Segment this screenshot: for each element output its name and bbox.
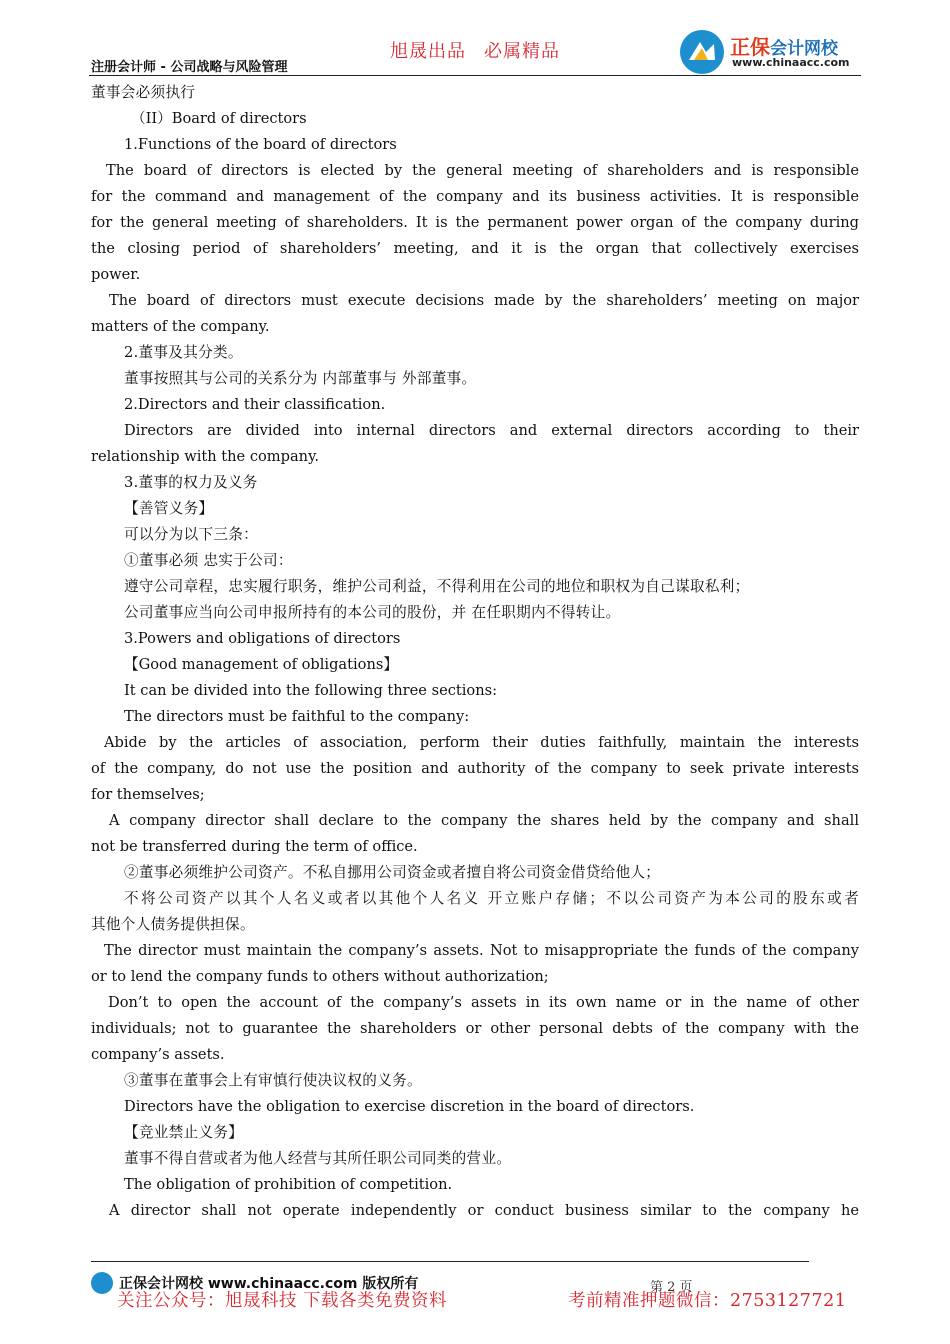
body-line: or to lend the company funds to others without authorization;: [91, 968, 549, 985]
logo-url: www.chinaacc.com: [732, 56, 850, 69]
body-line: relationship with the company.: [91, 448, 320, 465]
logo-name-prefix: 正保: [730, 35, 770, 59]
header-divider: [89, 75, 861, 76]
body-line: The director must maintain the company’s assets. Not to misappropriate the funds of the company: [104, 942, 859, 959]
footer-logo-icon: [91, 1272, 113, 1294]
page-number: 第 2 页: [650, 1280, 693, 1295]
body-line: Don’t to open the account of the company’s assets in its own name or in the name of other: [108, 994, 859, 1011]
body-line: 董事不得自营或者为他人经营与其所任职公司同类的营业。: [124, 1150, 512, 1167]
body-line: 董事按照其与公司的关系分为 内部董事与 外部董事。: [124, 370, 477, 387]
body-line: for themselves;: [91, 786, 205, 803]
body-line: 其他个人债务提供担保。: [91, 916, 255, 933]
body-line: 遵守公司章程，忠实履行职务，维护公司利益，不得利用在公司的地位和职权为自己谋取私利；: [124, 578, 750, 595]
document-body: [91, 80, 859, 1224]
body-line: 【Good management of obligations】: [124, 656, 398, 673]
body-line: for the command and management of the company and its business activities. It is responsible: [91, 188, 859, 205]
body-line: Directors have the obligation to exercise discretion in the board of directors.: [124, 1098, 695, 1115]
body-line: 3.Powers and obligations of directors: [124, 630, 401, 647]
body-line: 不将公司资产以其个人名义或者以其他个人名义 开立账户存储；不以公司资产为本公司的股东或者: [124, 890, 859, 907]
body-line: matters of the company.: [91, 318, 270, 335]
body-line: of the company, do not use the position and authority of the company to seek private interests: [91, 760, 859, 777]
body-line: 2.董事及其分类。: [124, 344, 243, 361]
promo-wechat-account: 关注公众号：旭晟科技 下载各类免费资料: [117, 1291, 448, 1311]
footer-copyright: 正保会计网校 www.chinaacc.com 版权所有: [119, 1276, 419, 1292]
body-line: A director shall not operate independently or conduct business similar to the company he: [109, 1202, 859, 1219]
body-line: The board of directors must execute decisions made by the shareholders’ meeting on major: [109, 292, 859, 309]
promo-wechat-contact: 考前精准押题微信：2753127721: [568, 1291, 847, 1311]
body-line: ①董事必须 忠实于公司：: [124, 552, 293, 569]
body-line: the closing period of shareholders’ meeting, and it is the organ that collectively exercises: [91, 240, 859, 257]
body-line: A company director shall declare to the company the shares held by the company and shall: [109, 812, 859, 829]
body-line: The board of directors is elected by the general meeting of shareholders and is responsible: [106, 162, 859, 179]
body-line: Directors are divided into internal directors and external directors according to their: [124, 422, 859, 439]
document-header-title: 注册会计师 - 公司战略与风险管理: [91, 60, 288, 75]
body-line: 【善管义务】: [124, 500, 214, 517]
body-line: （II）Board of directors: [131, 110, 307, 127]
body-line: power.: [91, 266, 141, 283]
chinaacc-logo: [680, 30, 860, 74]
body-line: ③董事在董事会上有审慎行使决议权的义务。: [124, 1072, 422, 1089]
body-line: 可以分为以下三条：: [124, 526, 259, 543]
body-line: It can be divided into the following three sections:: [124, 682, 497, 699]
body-line: 2.Directors and their classification.: [124, 396, 386, 413]
body-line: 1.Functions of the board of directors: [124, 136, 397, 153]
body-line: not be transferred during the term of office.: [91, 838, 418, 855]
footer-divider: [91, 1261, 809, 1262]
logo-name-suffix: 会计网校: [770, 39, 838, 59]
body-line: The directors must be faithful to the company:: [124, 708, 470, 725]
body-line: Abide by the articles of association, perform their duties faithfully, maintain the interests: [104, 734, 859, 751]
body-line: 董事会必须执行: [91, 84, 196, 101]
body-line: 公司董事应当向公司申报所持有的本公司的股份，并 在任职期内不得转让。: [124, 604, 621, 621]
logo-emblem-icon: [680, 30, 724, 74]
header-slogan-part-2: 必属精品: [484, 41, 560, 62]
body-line: for the general meeting of shareholders. It is the permanent power organ of the company during: [91, 214, 859, 231]
body-line: The obligation of prohibition of competition.: [124, 1176, 453, 1193]
body-line: 【竞业禁止义务】: [124, 1124, 244, 1141]
body-line: company’s assets.: [91, 1046, 225, 1063]
body-line: ②董事必须维护公司资产。不私自挪用公司资金或者擅自将公司资金借贷给他人；: [124, 864, 661, 881]
body-line: individuals; not to guarantee the shareholders or other personal debts of the company with the: [91, 1020, 859, 1037]
body-line: 3.董事的权力及义务: [124, 474, 258, 491]
header-slogan-part-1: 旭晟出品: [390, 41, 466, 62]
header-slogan: [390, 37, 578, 63]
